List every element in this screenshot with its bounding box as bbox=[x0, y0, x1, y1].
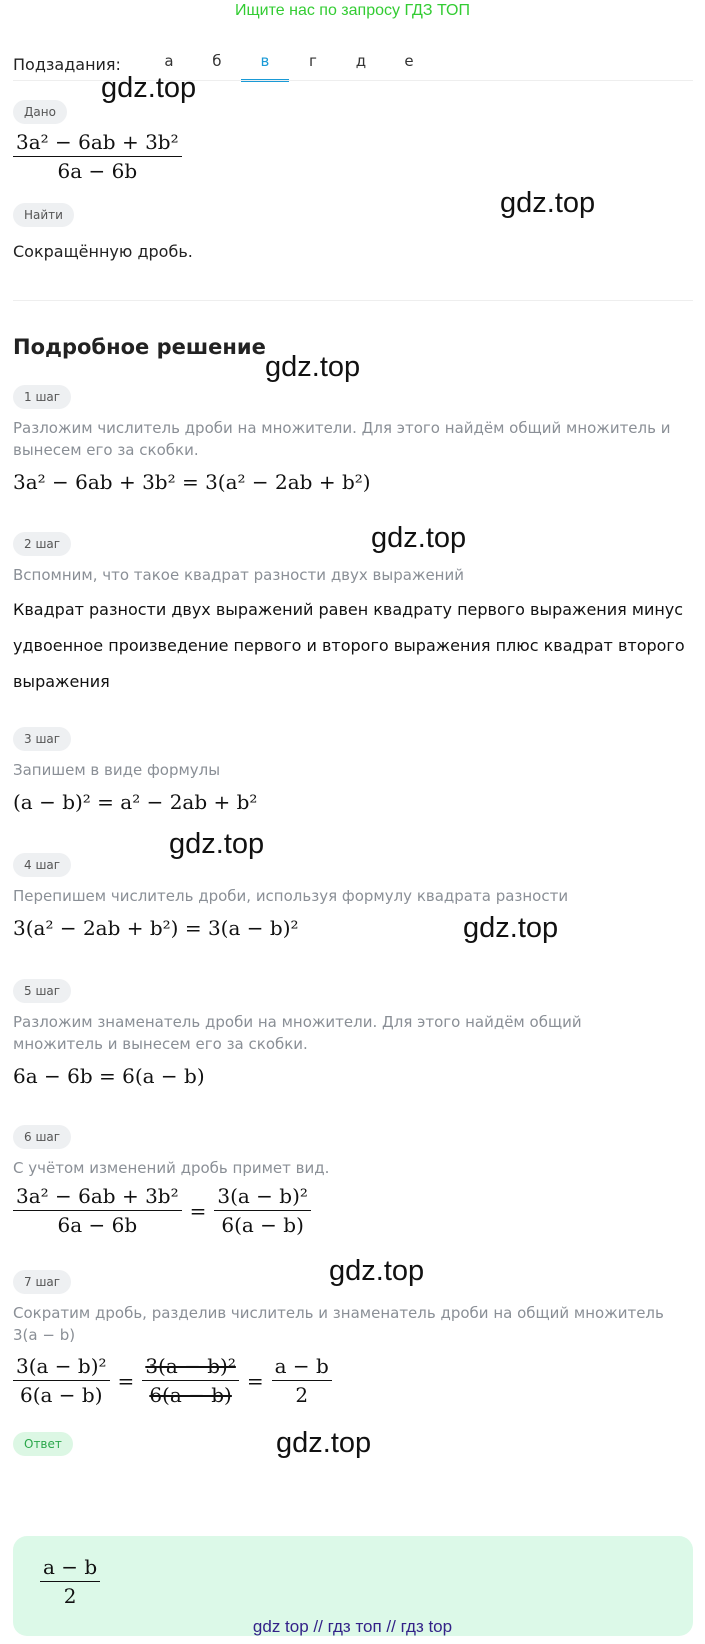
answer-numerator: a − b bbox=[40, 1555, 100, 1582]
watermark: gdz.top bbox=[265, 351, 361, 383]
watermark: gdz.top bbox=[276, 1427, 372, 1459]
step-1-formula: 3a² − 6ab + 3b² = 3(a² − 2ab + b²) bbox=[13, 470, 371, 494]
watermark: gdz.top bbox=[169, 828, 265, 860]
equals-sign: = bbox=[189, 1198, 207, 1223]
find-chip: Найти bbox=[13, 203, 74, 227]
step-6-rhs-numerator: 3(a − b)² bbox=[214, 1184, 311, 1211]
step-2-text: Вспомним, что такое квадрат разности двух выражений bbox=[13, 566, 464, 584]
step-7-f3-numerator: a − b bbox=[272, 1354, 332, 1381]
watermark: gdz.top bbox=[329, 1255, 425, 1287]
find-text: Сокращённую дробь. bbox=[13, 242, 193, 261]
step-2-rule: Квадрат разности двух выражений равен квадрату первого выражения минус удвоенное произведение первого и второго выражения плюс квадрат второго выражения bbox=[13, 600, 685, 691]
given-fraction bbox=[13, 130, 182, 183]
tab-g[interactable]: г bbox=[308, 52, 317, 70]
step-7-chip: 7 шаг bbox=[13, 1270, 71, 1294]
step-6-rhs-denominator: 6(a − b) bbox=[221, 1213, 304, 1237]
given-denominator: 6a − 6b bbox=[57, 159, 138, 183]
step-4-text: Перепишем числитель дроби, используя формулу квадрата разности bbox=[13, 887, 569, 905]
step-1-chip: 1 шаг bbox=[13, 385, 71, 409]
section-divider bbox=[13, 300, 693, 301]
footer-links[interactable]: gdz top // гдз топ // гдз top bbox=[252, 1617, 453, 1636]
step-3-formula: (a − b)² = a² − 2ab + b² bbox=[13, 790, 258, 814]
equals-sign: = bbox=[246, 1368, 264, 1393]
watermark: gdz.top bbox=[500, 187, 596, 219]
step-7-f2-numerator: 3(a − b)² bbox=[142, 1354, 239, 1381]
promo-banner[interactable]: Ищите нас по запросу ГДЗ ТОП bbox=[235, 2, 470, 19]
watermark: gdz.top bbox=[371, 522, 467, 554]
answer-chip: Ответ bbox=[13, 1432, 73, 1456]
step-3-chip: 3 шаг bbox=[13, 727, 71, 751]
step-1-text: Разложим числитель дроби на множители. Для этого найдём общий множитель и вынесем его за скобки. bbox=[13, 419, 671, 459]
step-4-formula: 3(a² − 2ab + b²) = 3(a − b)² bbox=[13, 916, 299, 940]
tab-e[interactable]: е bbox=[404, 52, 414, 70]
step-4-chip: 4 шаг bbox=[13, 853, 71, 877]
step-5-chip: 5 шаг bbox=[13, 979, 71, 1003]
step-7-f1-denominator: 6(a − b) bbox=[20, 1383, 103, 1407]
watermark: gdz.top bbox=[101, 72, 197, 104]
step-6-chip: 6 шаг bbox=[13, 1125, 71, 1149]
step-3-text: Запишем в виде формулы bbox=[13, 761, 221, 779]
answer-denominator: 2 bbox=[63, 1584, 77, 1608]
step-6-text: С учётом изменений дробь примет вид. bbox=[13, 1159, 330, 1177]
tab-d[interactable]: д bbox=[355, 52, 367, 70]
given-chip: Дано bbox=[13, 100, 67, 124]
subtasks-label: Подзадания: bbox=[13, 54, 121, 74]
step-6-lhs-numerator: 3a² − 6ab + 3b² bbox=[13, 1184, 182, 1211]
step-5-text: Разложим знаменатель дроби на множители. Для этого найдём общий множитель и вынесем его за скобки. bbox=[13, 1013, 582, 1053]
step-7-formula bbox=[13, 1354, 332, 1407]
answer-fraction bbox=[40, 1555, 100, 1608]
tab-a[interactable]: а bbox=[164, 52, 174, 70]
step-7-f3-denominator: 2 bbox=[295, 1383, 309, 1407]
step-7-f2-denominator: 6(a − b) bbox=[149, 1383, 232, 1407]
step-2-chip: 2 шаг bbox=[13, 532, 71, 556]
tab-b[interactable]: б bbox=[212, 52, 222, 70]
equals-sign: = bbox=[117, 1368, 135, 1393]
tab-v[interactable]: в bbox=[241, 46, 289, 82]
watermark: gdz.top bbox=[463, 912, 559, 944]
step-7-f1-numerator: 3(a − b)² bbox=[13, 1354, 110, 1381]
step-6-lhs-denominator: 6a − 6b bbox=[57, 1213, 138, 1237]
step-6-formula bbox=[13, 1184, 311, 1237]
solution-title: Подробное решение bbox=[13, 335, 266, 359]
step-7-text: Сократим дробь, разделив числитель и знаменатель дроби на общий множитель 3(a − b) bbox=[13, 1304, 664, 1344]
given-numerator: 3a² − 6ab + 3b² bbox=[13, 130, 182, 157]
step-5-formula: 6a − 6b = 6(a − b) bbox=[13, 1064, 205, 1088]
